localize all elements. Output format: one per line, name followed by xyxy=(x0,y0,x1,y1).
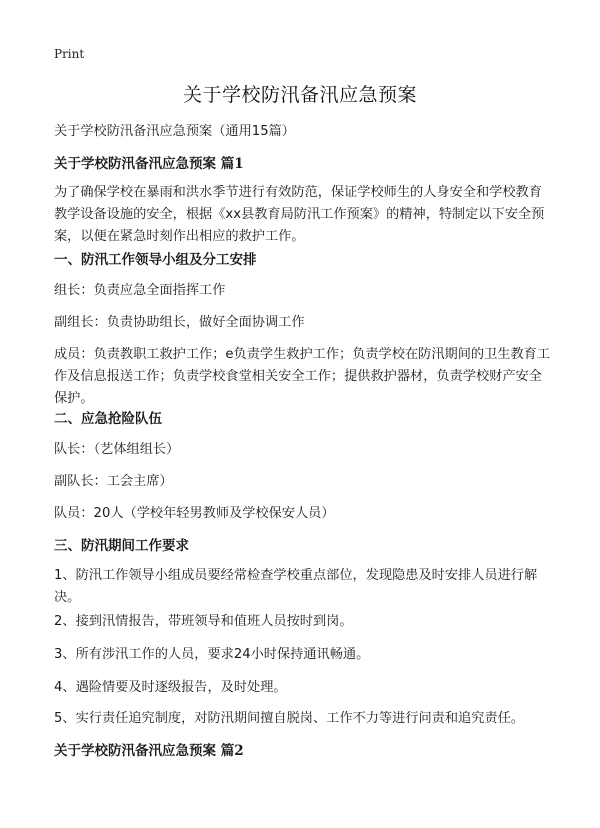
requirement-2: 2、接到汛情报告，带班领导和值班人员按时到岗。 xyxy=(54,614,353,629)
team-members-line: 队员：20人（学校年轻男教师及学校保安人员） xyxy=(54,506,335,521)
section-heading-2: 关于学校防汛备汛应急预案 篇2 xyxy=(54,743,244,759)
requirement-5: 5、实行责任追究制度，对防汛期间擅自脱岗、工作不力等进行问责和追究责任。 xyxy=(54,711,524,726)
part-heading-3: 三、防汛期间工作要求 xyxy=(54,538,189,554)
captain-line: 队长：（艺体组组长） xyxy=(54,442,180,457)
intro-paragraph: 为了确保学校在暴雨和洪水季节进行有效防范，保证学校师生的人身安全和学校教育教学设备设施的安全，根据《xx县教育局防汛工作预案》的精神，特制定以下安全预案，以便在紧急时刻作出相应的救护工作。 xyxy=(54,185,545,244)
section-heading-1: 关于学校防汛备汛应急预案 篇1 xyxy=(54,156,244,172)
print-label: Print xyxy=(54,47,85,61)
leader-line: 组长：负责应急全面指挥工作 xyxy=(54,283,226,298)
part-heading-1: 一、防汛工作领导小组及分工安排 xyxy=(54,252,257,268)
part-heading-2: 二、应急抢险队伍 xyxy=(54,411,162,427)
document-subtitle: 关于学校防汛备汛应急预案（通用15篇） xyxy=(54,124,295,139)
requirement-3: 3、所有涉汛工作的人员，要求24小时保持通讯畅通。 xyxy=(54,647,370,662)
members-paragraph: 成员：负责教职工救护工作；e负责学生救护工作；负责学校在防汛期间的卫生教育工作及信息报送工作；负责学校食堂相关安全工作；提供救护器材，负责学校财产安全保护。 xyxy=(54,347,551,406)
requirement-1: 1、防汛工作领导小组成员要经常检查学校重点部位，发现隐患及时安排人员进行解决。 xyxy=(54,568,538,605)
deputy-leader-line: 副组长：负责协助组长，做好全面协调工作 xyxy=(54,315,305,330)
document-title: 关于学校防汛备汛应急预案 xyxy=(182,84,417,106)
requirement-4: 4、遇险情要及时逐级报告，及时处理。 xyxy=(54,680,287,695)
vice-captain-line: 副队长：工会主席） xyxy=(54,474,173,489)
